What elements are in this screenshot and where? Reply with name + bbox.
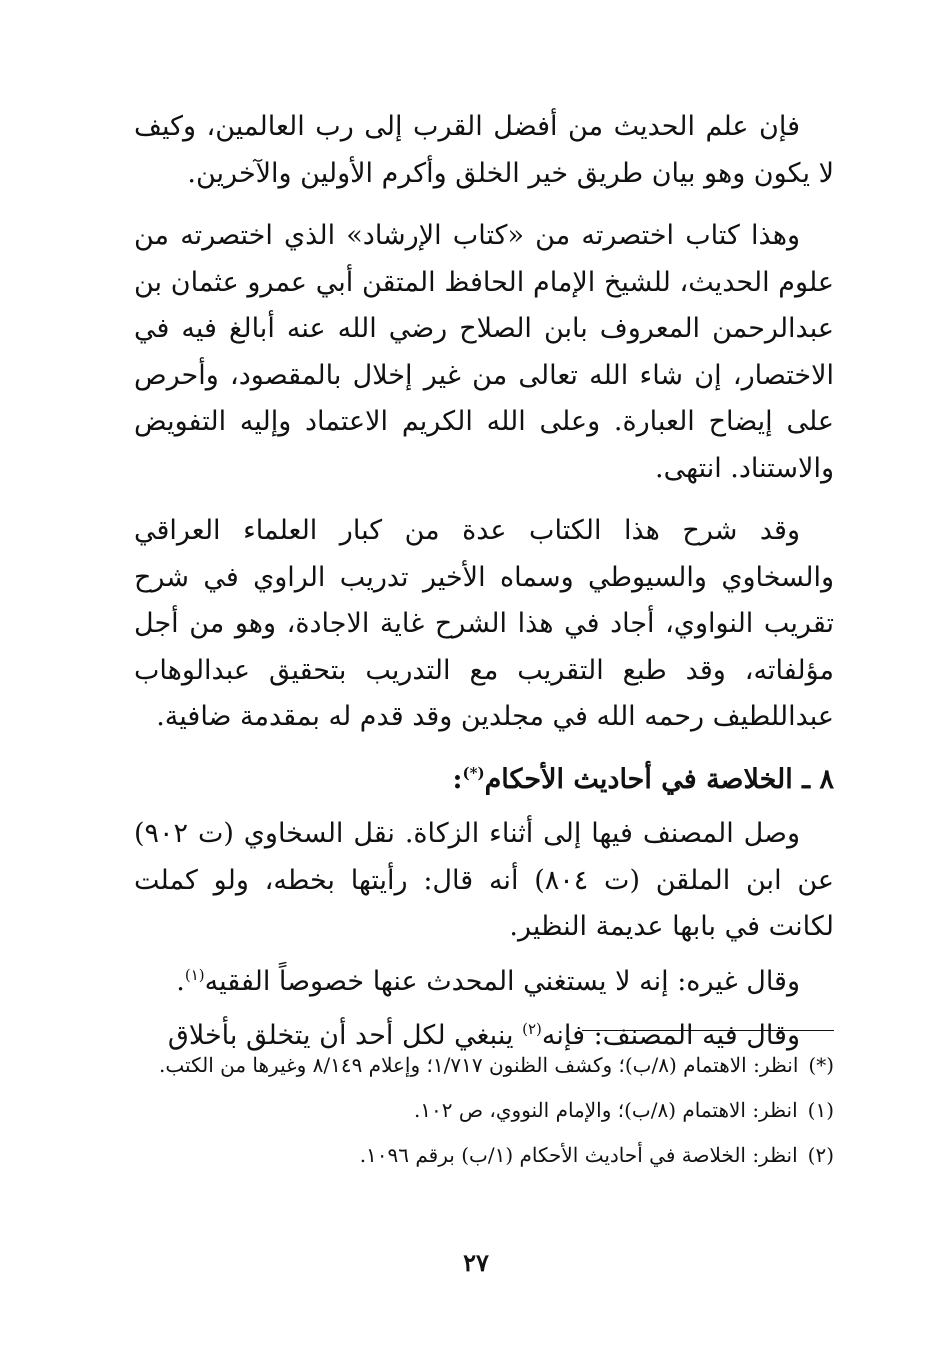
- footnote-number: (١): [807, 1098, 834, 1122]
- footnote-ref-star[interactable]: (*): [462, 763, 485, 782]
- paragraph-6-start: وقال فيه المصنف: فإنه: [541, 1020, 800, 1051]
- footnote-text: انظر: الاهتمام (٨/ب)؛ وكشف الظنون ١/٧١٧؛ وإعلام ٨/١٤٩ وغيرها من الكتب.: [159, 1053, 799, 1077]
- footnote-number: (*): [808, 1053, 834, 1077]
- paragraph-5-text: وقال غيره: إنه لا يستغني المحدث عنها خصوصاً الفقيه: [204, 965, 800, 997]
- footnote-star: [134, 1050, 834, 1081]
- paragraph-4: وصل المصنف فيها إلى أثناء الزكاة. نقل السخاوي (ت ٩٠٢) عن ابن الملقن (ت ٨٠٤) أنه قال: رأيتها بخطه، ولو كملت لكانت في بابها عديمة النظير.: [134, 818, 834, 942]
- main-text: [134, 104, 834, 1076]
- footnotes: [134, 1050, 834, 1185]
- footnote-separator: [582, 1030, 834, 1031]
- page-number: ٢٧: [463, 1248, 489, 1277]
- footnote-text: انظر: الخلاصة في أحاديث الأحكام (١/ب) برقم ١٠٩٦.: [359, 1143, 798, 1167]
- footnote-text: انظر: الاهتمام (٨/ب)؛ والإمام النووي، ص ١٠٢.: [413, 1098, 798, 1122]
- heading-colon: :: [452, 763, 463, 795]
- footnote-ref-2[interactable]: (٢): [522, 1020, 542, 1038]
- footnote-ref-1[interactable]: (١): [184, 965, 205, 984]
- paragraph-1: فإن علم الحديث من أفضل القرب إلى رب العالمين، وكيف لا يكون وهو بيان طريق خير الخلق وأكرم الأولين والآخرين.: [134, 111, 834, 189]
- paragraph-2: وهذا كتاب اختصرته من «كتاب الإرشاد» الذي اختصرته من علوم الحديث، للشيخ الإمام الحافظ المتقن أبي عمرو عثمان بن عبدالرحمن المعروف بابن الصلاح رضي الله عنه أبالغ فيه في الاختصار، إن شاء الله تعالى من غير إخلال بالمقصود، وأحرص على إيضاح العبارة. وعلى الله الكريم الاعتماد وإليه التفويض والاستناد. انتهى.: [134, 220, 834, 484]
- paragraph-3: وقد شرح هذا الكتاب عدة من كبار العلماء العراقي والسخاوي والسيوطي وسماه الأخير تدريب الراوي في شرح تقريب النواوي، أجاد في هذا الشرح غاية الاجادة، وهو من أجل مؤلفاته، وقد طبع التقريب مع التدريب بتحقيق عبدالوهاب عبداللطيف رحمه الله في مجلدين وقد قدم له بمقدمة ضافية.: [134, 515, 834, 732]
- section-title: الخلاصة في أحاديث الأحكام: [484, 763, 793, 795]
- footnote-2: [134, 1140, 834, 1171]
- paragraph-5: [134, 959, 834, 1006]
- section-number: ٨ ـ: [802, 763, 834, 795]
- paragraph-6-rest: ينبغي لكل أحد أن يتخلق بأخلاق: [167, 1020, 523, 1051]
- footnote-1: [134, 1095, 834, 1126]
- footnote-number: (٢): [807, 1143, 834, 1167]
- section-heading: [134, 757, 834, 804]
- paragraph-5-end: .: [176, 965, 185, 997]
